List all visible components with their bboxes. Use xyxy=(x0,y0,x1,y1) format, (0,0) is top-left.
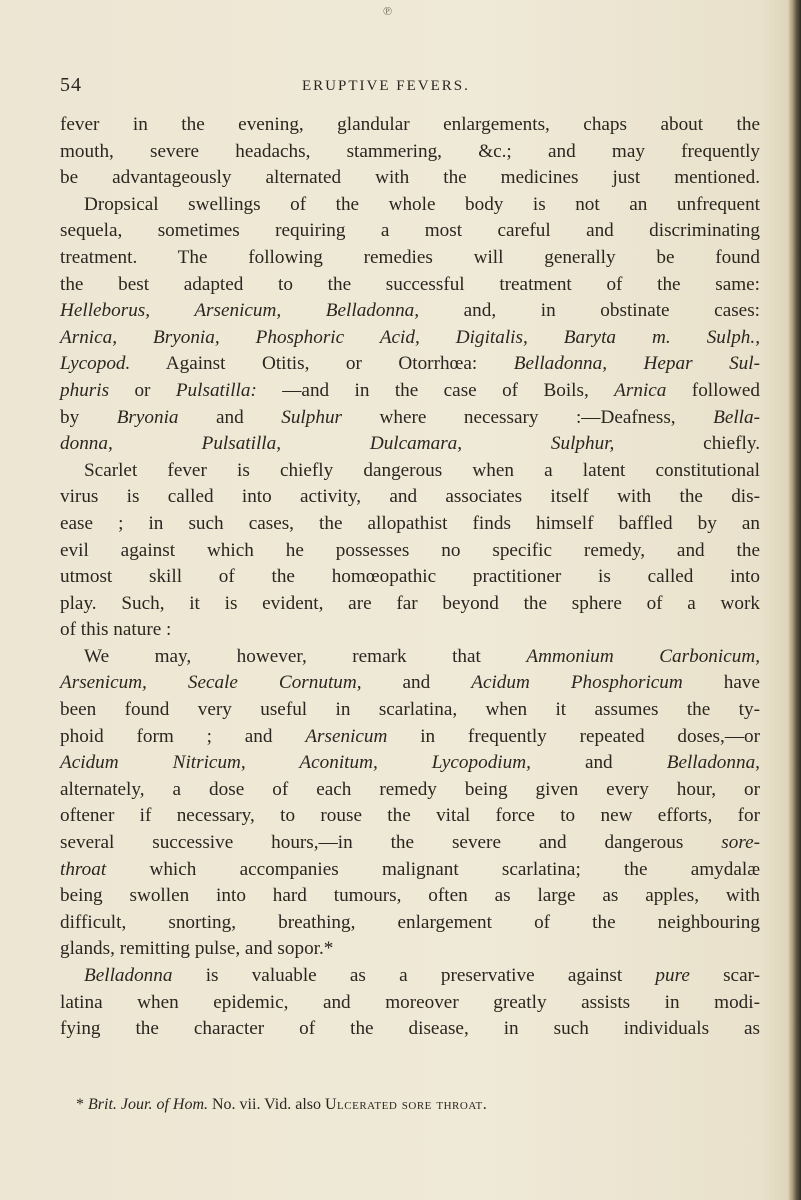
text-run: evil against which he possesses no specific remedy, and the xyxy=(60,539,760,561)
italic-term: Arnica, Bryonia, Phosphoric Acid, Digitalis, Baryta m. Sulph., xyxy=(60,326,760,348)
text-line xyxy=(60,351,760,378)
text-line xyxy=(60,750,760,777)
text-run: is valuable as a preservative against xyxy=(172,965,656,986)
text-run: have xyxy=(682,672,760,694)
text-line xyxy=(60,564,760,591)
text-run: several successive hours,—in the severe and dangerous xyxy=(60,832,722,854)
text-run: alternately, a dose of each remedy being given every hour, or xyxy=(60,778,760,800)
text-run: virus is called into activity, and associates itself with the dis- xyxy=(60,486,760,508)
italic-term: Pulsatilla: xyxy=(175,379,257,401)
text-run: treatment. The following remedies will generally be found xyxy=(60,246,760,268)
text-run: Dropsical swellings of the whole body is not an unfrequent xyxy=(84,193,760,215)
text-run: —and in the case of Boils, xyxy=(256,379,615,401)
text-run: latina when epidemic, and moreover greatly assists in modi- xyxy=(60,991,760,1013)
italic-term: Lycopod. xyxy=(60,353,131,375)
text-run: and xyxy=(178,406,282,428)
text-line xyxy=(60,591,760,618)
footnote-vid: Vid. also xyxy=(264,1096,321,1113)
text-line xyxy=(60,431,760,458)
page-edge-shadow xyxy=(787,0,801,1200)
text-run: play. Such, it is evident, are far beyond the sphere of a work xyxy=(60,592,760,614)
page-number: 54 xyxy=(60,74,82,96)
italic-term: Belladonna, xyxy=(666,752,760,774)
text-line xyxy=(60,218,760,245)
text-run: by xyxy=(60,406,117,428)
italic-term: pure xyxy=(655,965,690,986)
text-run: fever in the evening, glandular enlargements, chaps about the xyxy=(60,114,760,135)
text-run: Scarlet fever is chiefly dangerous when a latent constitutional xyxy=(84,459,760,481)
text-run: be advantageously alternated with the medicines just mentioned. xyxy=(60,167,760,189)
page-header xyxy=(0,74,801,98)
text-line xyxy=(60,857,760,884)
text-run: been found very useful in scarlatina, when it assumes the ty- xyxy=(60,699,760,721)
text-run: difficult, snorting, breathing, enlargement of the neighbouring xyxy=(60,911,760,933)
running-head: ERUPTIVE FEVERS. xyxy=(302,78,470,94)
text-line xyxy=(60,192,760,219)
text-run: phoid form ; and xyxy=(60,725,306,747)
text-line xyxy=(60,724,760,751)
italic-term: Ammonium Carbonicum, xyxy=(526,645,760,667)
italic-term: donna, Pulsatilla, Dulcamara, Sulphur, xyxy=(60,433,615,455)
footnote-see: Ulcerated sore throat. xyxy=(324,1096,488,1113)
italic-term: Bryonia xyxy=(116,406,179,428)
text-line xyxy=(60,617,760,644)
text-line xyxy=(60,1016,760,1043)
italic-term: throat xyxy=(60,858,107,880)
text-line xyxy=(60,910,760,937)
text-run: glands, remitting pulse, and sopor.* xyxy=(60,938,334,960)
italic-term: phuris xyxy=(60,379,110,401)
text-run: mouth, severe headachs, stammering, &c.; and may frequently xyxy=(60,140,760,162)
italic-term: Arnica xyxy=(614,379,667,401)
text-line xyxy=(60,830,760,857)
body-text xyxy=(60,112,760,1043)
text-line xyxy=(60,990,760,1017)
footnote xyxy=(76,1096,736,1114)
text-run: sequela, sometimes requiring a most careful and discriminating xyxy=(60,220,760,242)
text-run: We may, however, remark that xyxy=(84,645,527,667)
italic-term: Belladonna xyxy=(84,965,173,986)
text-line xyxy=(60,112,760,139)
text-line xyxy=(60,325,760,352)
italic-term: Helleborus, Arsenicum, Belladonna, xyxy=(60,300,420,322)
text-run: which accompanies malignant scarlatina; the amydalæ xyxy=(106,858,760,880)
text-run: fying the character of the disease, in such individuals as xyxy=(60,1018,760,1040)
text-line xyxy=(60,139,760,166)
text-run: utmost skill of the homœopathic practitioner is called into xyxy=(60,566,760,588)
italic-term: Acidum Nitricum, Aconitum, Lycopodium, xyxy=(60,752,531,774)
footnote-marker: * xyxy=(76,1096,84,1113)
text-run: in frequently repeated doses,—or xyxy=(387,725,760,747)
text-line xyxy=(60,883,760,910)
text-run: of this nature : xyxy=(60,619,172,641)
text-run: and xyxy=(530,752,667,774)
italic-term: Sulphur xyxy=(281,406,343,428)
text-line xyxy=(60,644,760,671)
text-line xyxy=(60,777,760,804)
italic-term: Arsenicum, Secale Cornutum, xyxy=(60,672,362,694)
italic-term: Belladonna, Hepar Sul- xyxy=(513,353,760,375)
text-run: or xyxy=(109,379,176,401)
text-line xyxy=(60,936,760,963)
text-run: ease ; in such cases, the allopathist finds himself baffled by an xyxy=(60,512,760,534)
stray-mark: ℗ xyxy=(383,4,393,18)
text-line xyxy=(60,963,760,990)
footnote-reference: Brit. Jour. of Hom. xyxy=(88,1096,208,1113)
italic-term: Bella- xyxy=(713,406,760,428)
text-run: oftener if necessary, to rouse the vital force to new efforts, for xyxy=(60,805,760,827)
text-run: and xyxy=(361,672,472,694)
text-run: and, in obstinate cases: xyxy=(419,300,760,322)
text-run: being swollen into hard tumours, often as large as apples, with xyxy=(60,885,760,907)
text-line xyxy=(60,405,760,432)
text-run: followed xyxy=(666,379,761,401)
text-line xyxy=(60,272,760,299)
text-line xyxy=(60,511,760,538)
text-line xyxy=(60,670,760,697)
text-line xyxy=(60,245,760,272)
text-run: where necessary :—Deafness, xyxy=(342,406,714,428)
text-line xyxy=(60,165,760,192)
text-line xyxy=(60,298,760,325)
text-line xyxy=(60,538,760,565)
footnote-number: No. vii. xyxy=(212,1096,261,1113)
text-line xyxy=(60,378,760,405)
text-run: scar- xyxy=(689,965,760,986)
italic-term: Arsenicum xyxy=(305,725,388,747)
text-line xyxy=(60,697,760,724)
italic-term: sore- xyxy=(721,832,760,854)
text-run: chiefly. xyxy=(614,433,761,455)
text-line xyxy=(60,803,760,830)
text-run: Against Otitis, or Otorrhœa: xyxy=(130,353,514,375)
text-run: the best adapted to the successful treatment of the same: xyxy=(60,273,760,295)
text-line xyxy=(60,458,760,485)
italic-term: Acidum Phosphoricum xyxy=(471,672,683,694)
text-line xyxy=(60,484,760,511)
